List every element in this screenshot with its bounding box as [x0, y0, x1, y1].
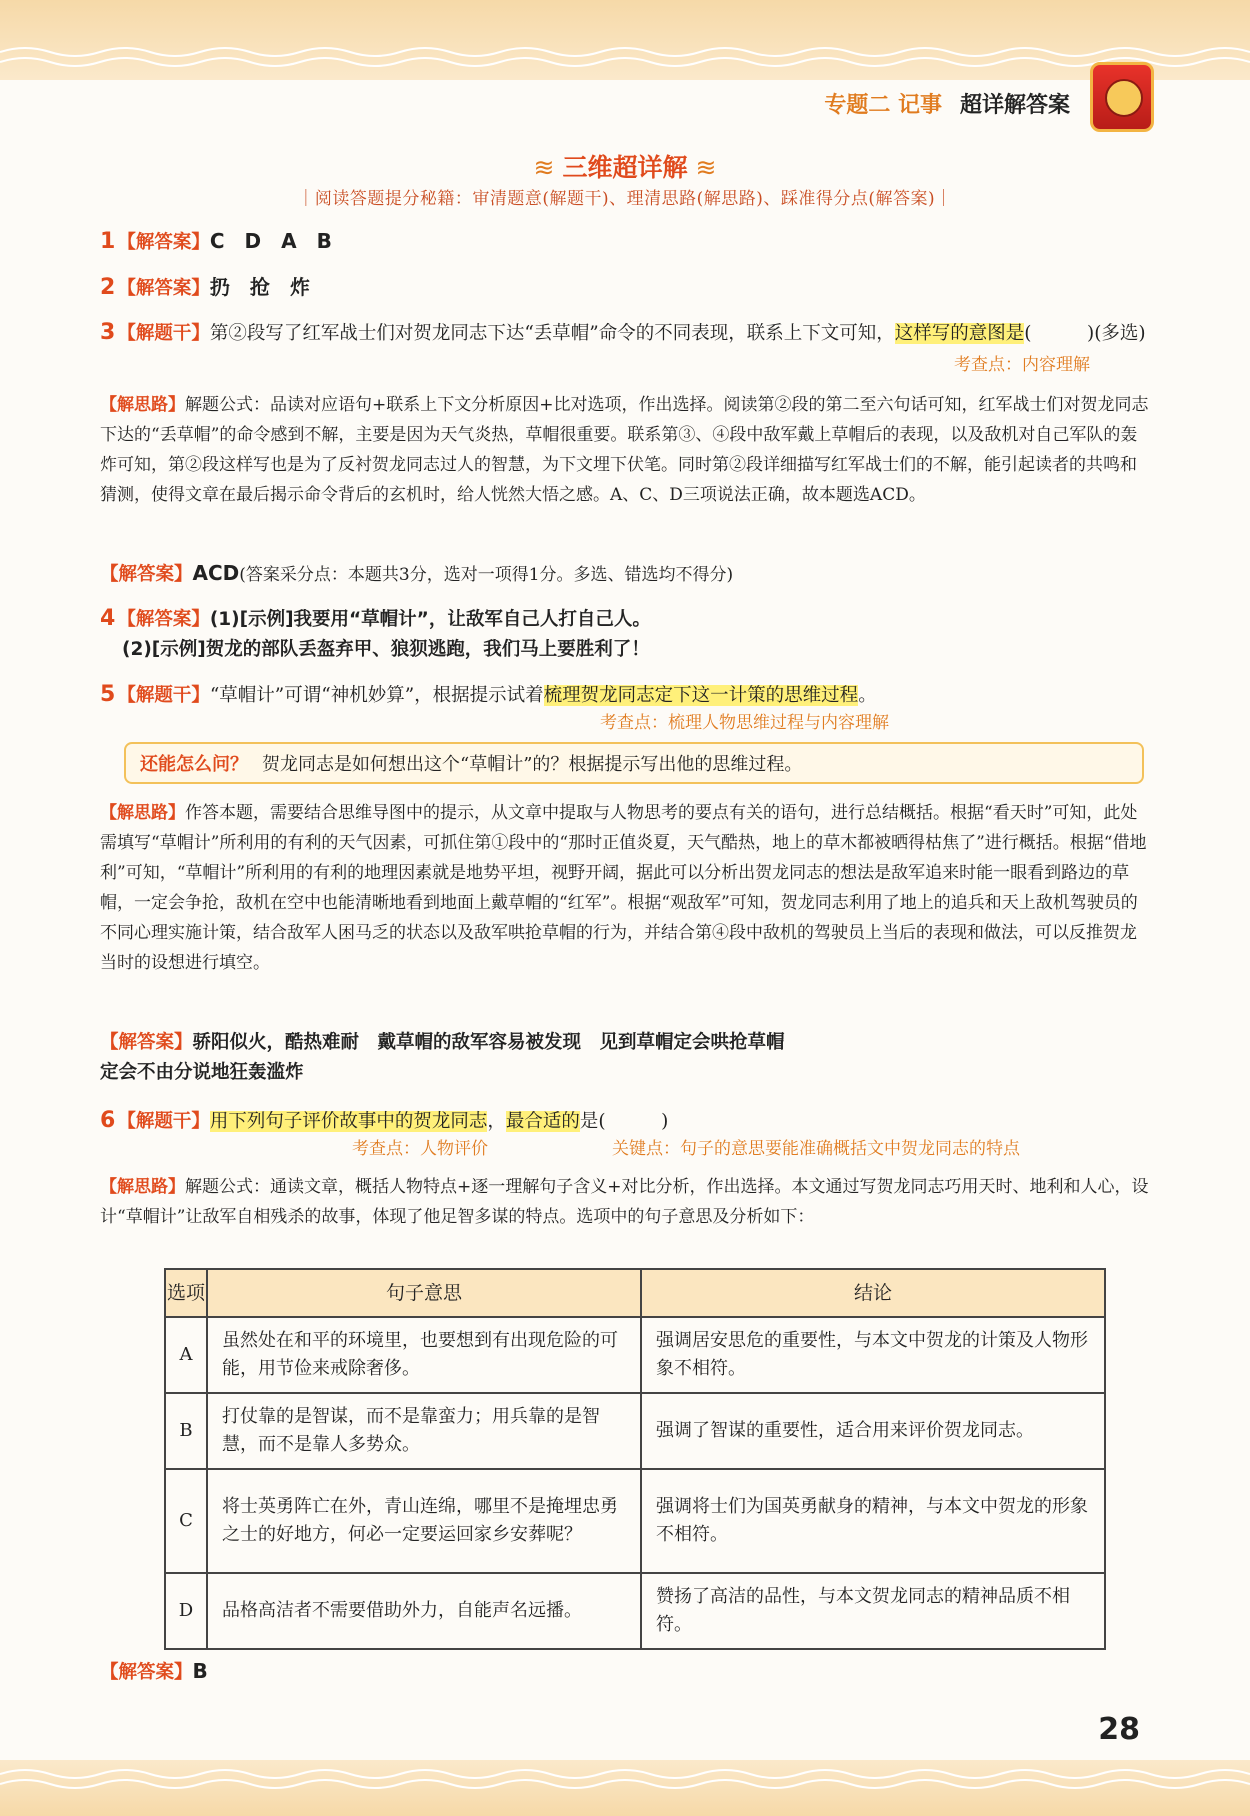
answer-tag: 【解答案】 — [100, 1032, 193, 1053]
meaning-cell: 虽然处在和平的环境里，也要想到有出现危险的可能，用节俭来戒除奢侈。 — [207, 1317, 641, 1393]
subtitle-text: 阅读答题提分秘籍：审清题意(解题干)、理清思路(解思路)、踩准得分点(解答案) — [314, 189, 936, 209]
question-4 — [100, 604, 1150, 665]
option-cell: D — [165, 1573, 207, 1649]
thinking-text: 解题公式：通读文章，概括人物特点+逐一理解句子含义+对比分析，作出选择。本文通过写贺龙同志巧用天时、地利和人心，设计“草帽计”让敌军自相残杀的故事，体现了他足智多谋的特点。选项中的句子意思及分析如下： — [100, 1177, 1149, 1227]
logo-emblem-icon — [1105, 79, 1143, 117]
answer-tag: 【解答案】 — [117, 609, 210, 630]
stem-text-end: ( )(多选) — [1024, 323, 1146, 344]
question-5-stem — [100, 680, 1150, 711]
thinking-text: 作答本题，需要结合思维导图中的提示，从文章中提取与人物思考的要点有关的语句，进行总结概括。根据“看天时”可知，此处需填写“草帽计”所利用的有利的天气因素，可抓住第①段中的“那时正值炎夏，天气酷热，地上的草木都被晒得枯焦了”进行概括。根据“借地利”可知，“草帽计”所利用的有利的地理因素就是地势平坦，视野开阔，据此可以分析出贺龙同志的想法是敌军追来时能一眼看到路边的草帽，一定会争抢，敌机在空中也能清晰地看到地面上戴草帽的“红军”。根据“观敌军”可知，贺龙同志利用了地上的追兵和天上敌机驾驶员的不同心理实施计策，结合敌军人困马乏的状态以及敌军哄抢草帽的行为，并结合第④段中敌机的驾驶员上当后的表现和做法，可以反推贺龙当时的设想进行填空。 — [100, 803, 1147, 973]
question-number: 3 — [100, 320, 116, 345]
question-1 — [100, 226, 1150, 258]
answer-tag: 【解答案】 — [117, 278, 210, 299]
wave-icon: ≋ — [695, 153, 717, 182]
answer-line-2: 定会不由分说地狂轰滥炸 — [100, 1062, 304, 1083]
answer-line-1: (1)[示例]我要用“草帽计”，让敌军自己人打自己人。 — [209, 609, 651, 630]
answer-text: 扔 抢 炸 — [209, 275, 310, 299]
answer-line-2: (2)[示例]贺龙的部队丢盔弃甲、狼狈逃跑，我们马上要胜利了！ — [122, 639, 650, 660]
answer-note: (答案采分点：本题共3分，选对一项得1分。多选、错选均不得分) — [239, 565, 734, 585]
question-3-stem — [100, 318, 1150, 349]
thinking-tag: 【解思路】 — [100, 395, 185, 415]
conclusion-cell: 强调居安思危的重要性，与本文中贺龙的计策及人物形象不相符。 — [641, 1317, 1105, 1393]
answer-line-1: 骄阳似火，酷热难耐 戴草帽的敌军容易被发现 见到草帽定会哄抢草帽 — [192, 1032, 785, 1053]
stem-text-end: 是( ) — [579, 1111, 669, 1132]
question-number: 6 — [100, 1108, 116, 1133]
section-subtitle: ｜阅读答题提分秘籍：审清题意(解题干)、理清思路(解思路)、踩准得分点(解答案)｜ — [297, 189, 953, 209]
answer-text: C D A B — [209, 229, 332, 253]
section-title-text: 三维超详解 — [562, 153, 688, 182]
thinking-text: 解题公式：品读对应语句+联系上下文分析原因+比对选项，作出选择。阅读第②段的第二至六句话可知，红军战士们对贺龙同志下达的“丢草帽”的命令感到不解，主要是因为天气炎热，草帽很重要。联系第③、④段中敌军戴上草帽后的表现，以及敌机对自己军队的轰炸可知，第②段这样写也是为了反衬贺龙同志过人的智慧，为下文埋下伏笔。同时第②段详细描写红军战士们的不解，能引起读者的共鸣和猜测，使得文章在最后揭示命令背后的玄机时，给人恍然大悟之感。A、C、D三项说法正确，故本题选ACD。 — [100, 395, 1149, 505]
conclusion-cell: 强调了智谋的重要性，适合用来评价贺龙同志。 — [641, 1393, 1105, 1469]
stem-highlight: 用下列句子评价故事中的贺龙同志 — [209, 1111, 488, 1132]
stem-highlight: 最合适的 — [505, 1111, 580, 1132]
table-row — [165, 1573, 1105, 1649]
alt-question-text: 贺龙同志是如何想出这个“草帽计”的？根据提示写出他的思维过程。 — [262, 754, 803, 775]
top-decor-band — [0, 0, 1250, 80]
page-number: 28 — [1098, 1712, 1140, 1747]
wave-decoration — [0, 1760, 1250, 1816]
answer-text: B — [192, 1659, 208, 1683]
option-cell: C — [165, 1469, 207, 1573]
q5-note: 考查点：梳理人物思维过程与内容理解 — [600, 713, 889, 733]
stem-text: ， — [487, 1111, 506, 1132]
question-number: 1 — [100, 229, 116, 254]
stem-tag: 【解题干】 — [117, 1111, 210, 1132]
logo-badge — [1090, 62, 1154, 132]
question-number: 2 — [100, 275, 116, 300]
question-number: 5 — [100, 682, 116, 707]
meaning-cell: 品格高洁者不需要借助外力，自能声名远播。 — [207, 1573, 641, 1649]
header-conclusion: 结论 — [641, 1269, 1105, 1317]
table-row — [165, 1317, 1105, 1393]
wave-icon: ≋ — [533, 153, 555, 182]
q6-note-2: 关键点：句子的意思要能准确概括文中贺龙同志的特点 — [612, 1139, 1020, 1159]
stem-highlight: 这样写的意图是 — [894, 323, 1025, 344]
thinking-tag: 【解思路】 — [100, 1177, 185, 1197]
answer-tag: 【解答案】 — [100, 564, 193, 585]
question-6-stem — [100, 1106, 1150, 1137]
topic-label: 专题二 记事 — [824, 93, 942, 118]
table-row — [165, 1393, 1105, 1469]
header-option: 选项 — [165, 1269, 207, 1317]
page-header — [824, 88, 1070, 119]
answer-text: ACD — [192, 561, 240, 585]
meaning-cell: 将士英勇阵亡在外，青山连绵，哪里不是掩埋忠勇之士的好地方，何必一定要运回家乡安葬呢？ — [207, 1469, 641, 1573]
stem-tag: 【解题干】 — [117, 685, 210, 706]
option-cell: B — [165, 1393, 207, 1469]
alt-question-box — [124, 742, 1144, 784]
stem-tag: 【解题干】 — [117, 323, 210, 344]
meaning-cell: 打仗靠的是智谋，而不是靠蛮力；用兵靠的是智慧，而不是靠人多势众。 — [207, 1393, 641, 1469]
options-table — [164, 1268, 1106, 1650]
question-number: 4 — [100, 606, 116, 631]
question-5-thinking — [100, 798, 1150, 978]
option-cell: A — [165, 1317, 207, 1393]
answer-tag: 【解答案】 — [100, 1662, 193, 1683]
section-title — [0, 148, 1250, 184]
stem-highlight: 梳理贺龙同志定下这一计策的思维过程 — [543, 685, 859, 706]
q6-note-1: 考查点：人物评价 — [352, 1139, 488, 1159]
bottom-decor-band — [0, 1760, 1250, 1816]
table-header-row — [165, 1269, 1105, 1317]
stem-text: “草帽计”可谓“神机妙算”，根据提示试着 — [209, 685, 544, 706]
alt-question-label: 还能怎么问？ — [140, 754, 248, 775]
thinking-tag: 【解思路】 — [100, 803, 185, 823]
question-3-answer — [100, 558, 1150, 590]
q3-note: 考查点：内容理解 — [954, 355, 1090, 375]
question-6-answer — [100, 1656, 1150, 1688]
stem-text-end: 。 — [858, 685, 877, 706]
table-row — [165, 1469, 1105, 1573]
question-6-thinking — [100, 1172, 1150, 1232]
answer-tag: 【解答案】 — [117, 232, 210, 253]
question-3-thinking — [100, 390, 1150, 510]
stem-text: 第②段写了红军战士们对贺龙同志下达“丢草帽”命令的不同表现，联系上下文可知， — [209, 323, 895, 344]
header-meaning: 句子意思 — [207, 1269, 641, 1317]
header-label: 超详解答案 — [959, 93, 1070, 118]
conclusion-cell: 强调将士们为国英勇献身的精神，与本文中贺龙的形象不相符。 — [641, 1469, 1105, 1573]
question-2 — [100, 272, 1150, 304]
conclusion-cell: 赞扬了高洁的品性，与本文贺龙同志的精神品质不相符。 — [641, 1573, 1105, 1649]
wave-decoration — [0, 0, 1250, 80]
question-5-answer — [100, 1028, 1150, 1088]
